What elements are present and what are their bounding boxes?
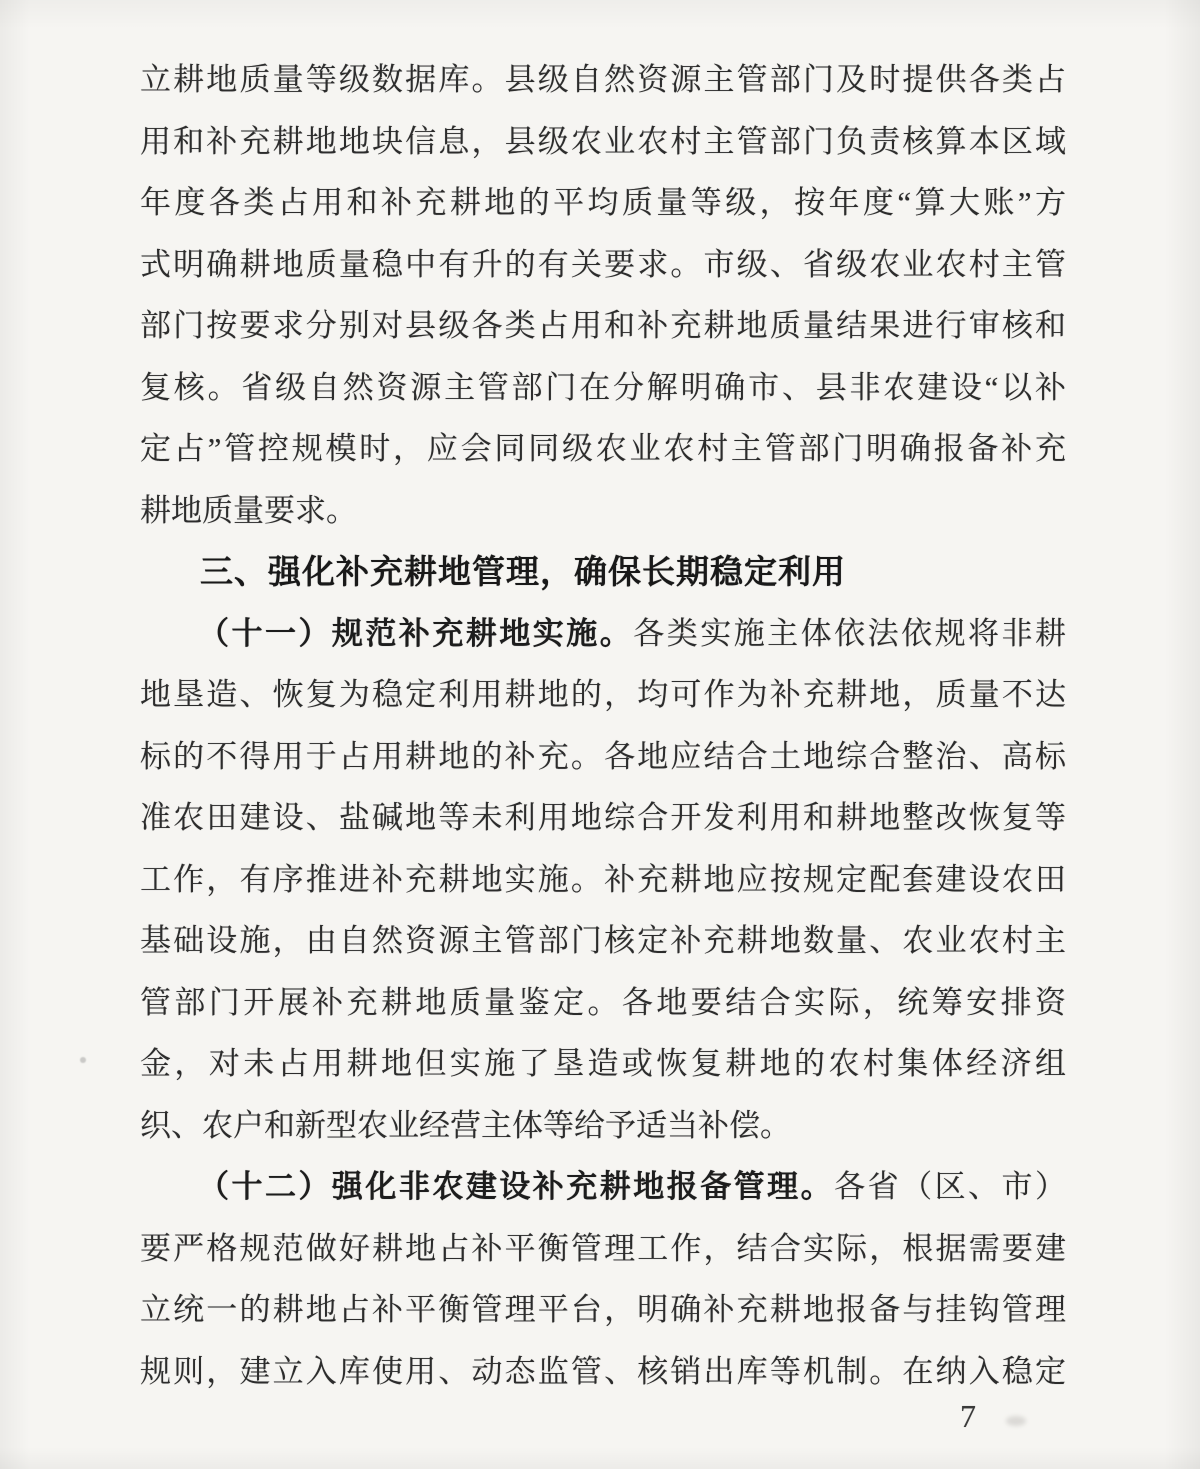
text-line: 用和补充耕地地块信息，县级农业农村主管部门负责核算本区域 <box>140 123 1066 159</box>
text-line <box>140 1156 1066 1218</box>
text-line: 工作，有序推进补充耕地实施。补充耕地应按规定配套建设农田 <box>140 861 1066 897</box>
text-line: 基础设施，由自然资源主管部门核定补充耕地数量、农业农村主 <box>140 923 1066 958</box>
text-run: 各类实施主体依法依规将非耕 <box>633 615 1066 651</box>
paragraph-lead-bold: （十二）强化非农建设补充耕地报备管理。 <box>198 1169 835 1204</box>
text-line: 要严格规范做好耕地占补平衡管理工作，结合实际，根据需要建 <box>140 1230 1066 1266</box>
text-line: 标的不得用于占用耕地的补充。各地应结合土地综合整治、高标 <box>140 738 1066 774</box>
text-line: 耕地质量要求。 <box>140 492 357 528</box>
scan-artifact-dot <box>80 1057 86 1063</box>
page-number: 7 <box>960 1398 976 1434</box>
text-line: 部门按要求分别对县级各类占用和补充耕地质量结果进行审核和 <box>140 308 1066 343</box>
text-line: 定占”管控规模时，应会同同级农业农村主管部门明确报备补充 <box>140 431 1066 466</box>
section-heading: 三、强化补充耕地管理，确保长期稳定利用 <box>200 553 846 590</box>
text-line: 管部门开展补充耕地质量鉴定。各地要结合实际，统筹安排资 <box>140 984 1066 1020</box>
paragraph-lead-bold: （十一）规范补充耕地实施。 <box>198 615 634 651</box>
scan-artifact-smudge <box>1006 1416 1026 1426</box>
text-line: 立耕地质量等级数据库。县级自然资源主管部门及时提供各类占 <box>140 62 1066 97</box>
text-run: 各省（区、市） <box>834 1169 1066 1204</box>
text-line <box>140 603 1066 665</box>
text-line: 立统一的耕地占补平衡管理平台，明确补充耕地报备与挂钩管理 <box>140 1292 1066 1327</box>
text-line: 地垦造、恢复为稳定利用耕地的，均可作为补充耕地，质量不达 <box>140 677 1066 712</box>
text-line: 式明确耕地质量稳中有升的有关要求。市级、省级农业农村主管 <box>140 246 1066 282</box>
text-line: 织、农户和新型农业经营主体等给予适当补偿。 <box>140 1107 791 1143</box>
text-line: 金，对未占用耕地但实施了垦造或恢复耕地的农村集体经济组 <box>140 1046 1066 1081</box>
document-body <box>140 49 1066 1402</box>
text-line: 准农田建设、盐碱地等未利用地综合开发利用和耕地整改恢复等 <box>140 800 1066 835</box>
text-line: 规则，建立入库使用、动态监管、核销出库等机制。在纳入稳定 <box>140 1353 1066 1389</box>
text-line: 年度各类占用和补充耕地的平均质量等级，按年度“算大账”方 <box>140 185 1066 220</box>
text-line: 复核。省级自然资源主管部门在分解明确市、县非农建设“以补 <box>140 369 1066 405</box>
